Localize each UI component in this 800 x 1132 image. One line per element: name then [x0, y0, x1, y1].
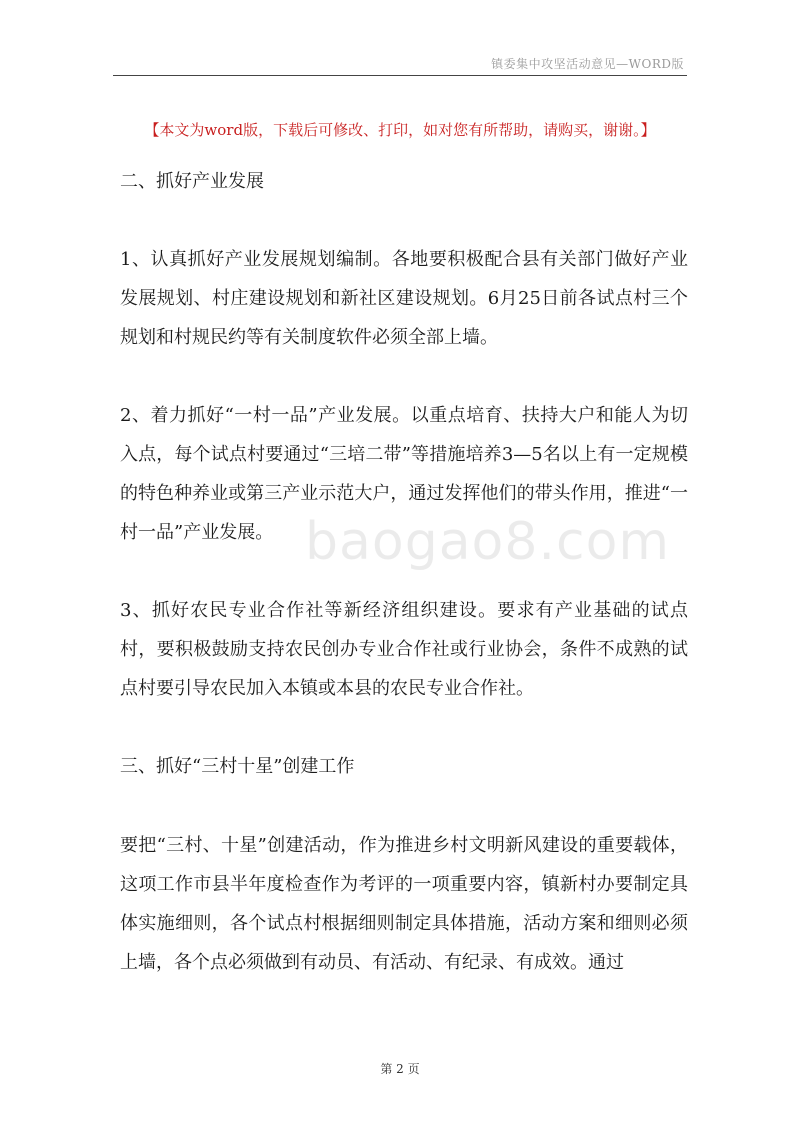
- download-notice: 【本文为word版，下载后可修改、打印，如对您有所帮助，请购买，谢谢。】: [144, 121, 656, 139]
- paragraph-one-village-one-product: 2、着力抓好“一村一品”产业发展。以重点培育、扶持大户和能人为切入点，每个试点村要通过“三培二带”等措施培养3—5名以上有一定规模的特色种养业或第三产业示范大户，通过发挥他们的带头作用，推进“一村一品”产业发展。: [120, 405, 688, 543]
- section-heading-three-villages: 三、抓好“三村十星”创建工作: [120, 756, 355, 777]
- running-header: 镇委集中攻坚活动意见—WORD版: [491, 57, 684, 71]
- header-divider: [113, 75, 687, 76]
- paragraph-planning: 1、认真抓好产业发展规划编制。各地要积极配合县有关部门做好产业发展规划、村庄建设规划和新社区建设规划。6月25日前各试点村三个规划和村规民约等有关制度软件必须全部上墙。: [120, 249, 688, 348]
- watermark: baogao8.com: [305, 512, 671, 572]
- section-heading-industry: 二、抓好产业发展: [120, 171, 264, 192]
- paragraph-cooperatives: 3、抓好农民专业合作社等新经济组织建设。要求有产业基础的试点村，要积极鼓励支持农民创办专业合作社或行业协会，条件不成熟的试点村要引导农民加入本镇或本县的农民专业合作社。: [120, 600, 688, 699]
- paragraph-campaign: 要把“三村、十星”创建活动，作为推进乡村文明新风建设的重要载体，这项工作市县半年度检查作为考评的一项重要内容，镇新村办要制定具体实施细则，各个试点村根据细则制定具体措施，活动方案和细则必须上墙，各个点必须做到有动员、有活动、有纪录、有成效。通过: [120, 835, 688, 973]
- page-number: 第 2 页: [380, 1062, 420, 1076]
- document-body: [120, 162, 688, 982]
